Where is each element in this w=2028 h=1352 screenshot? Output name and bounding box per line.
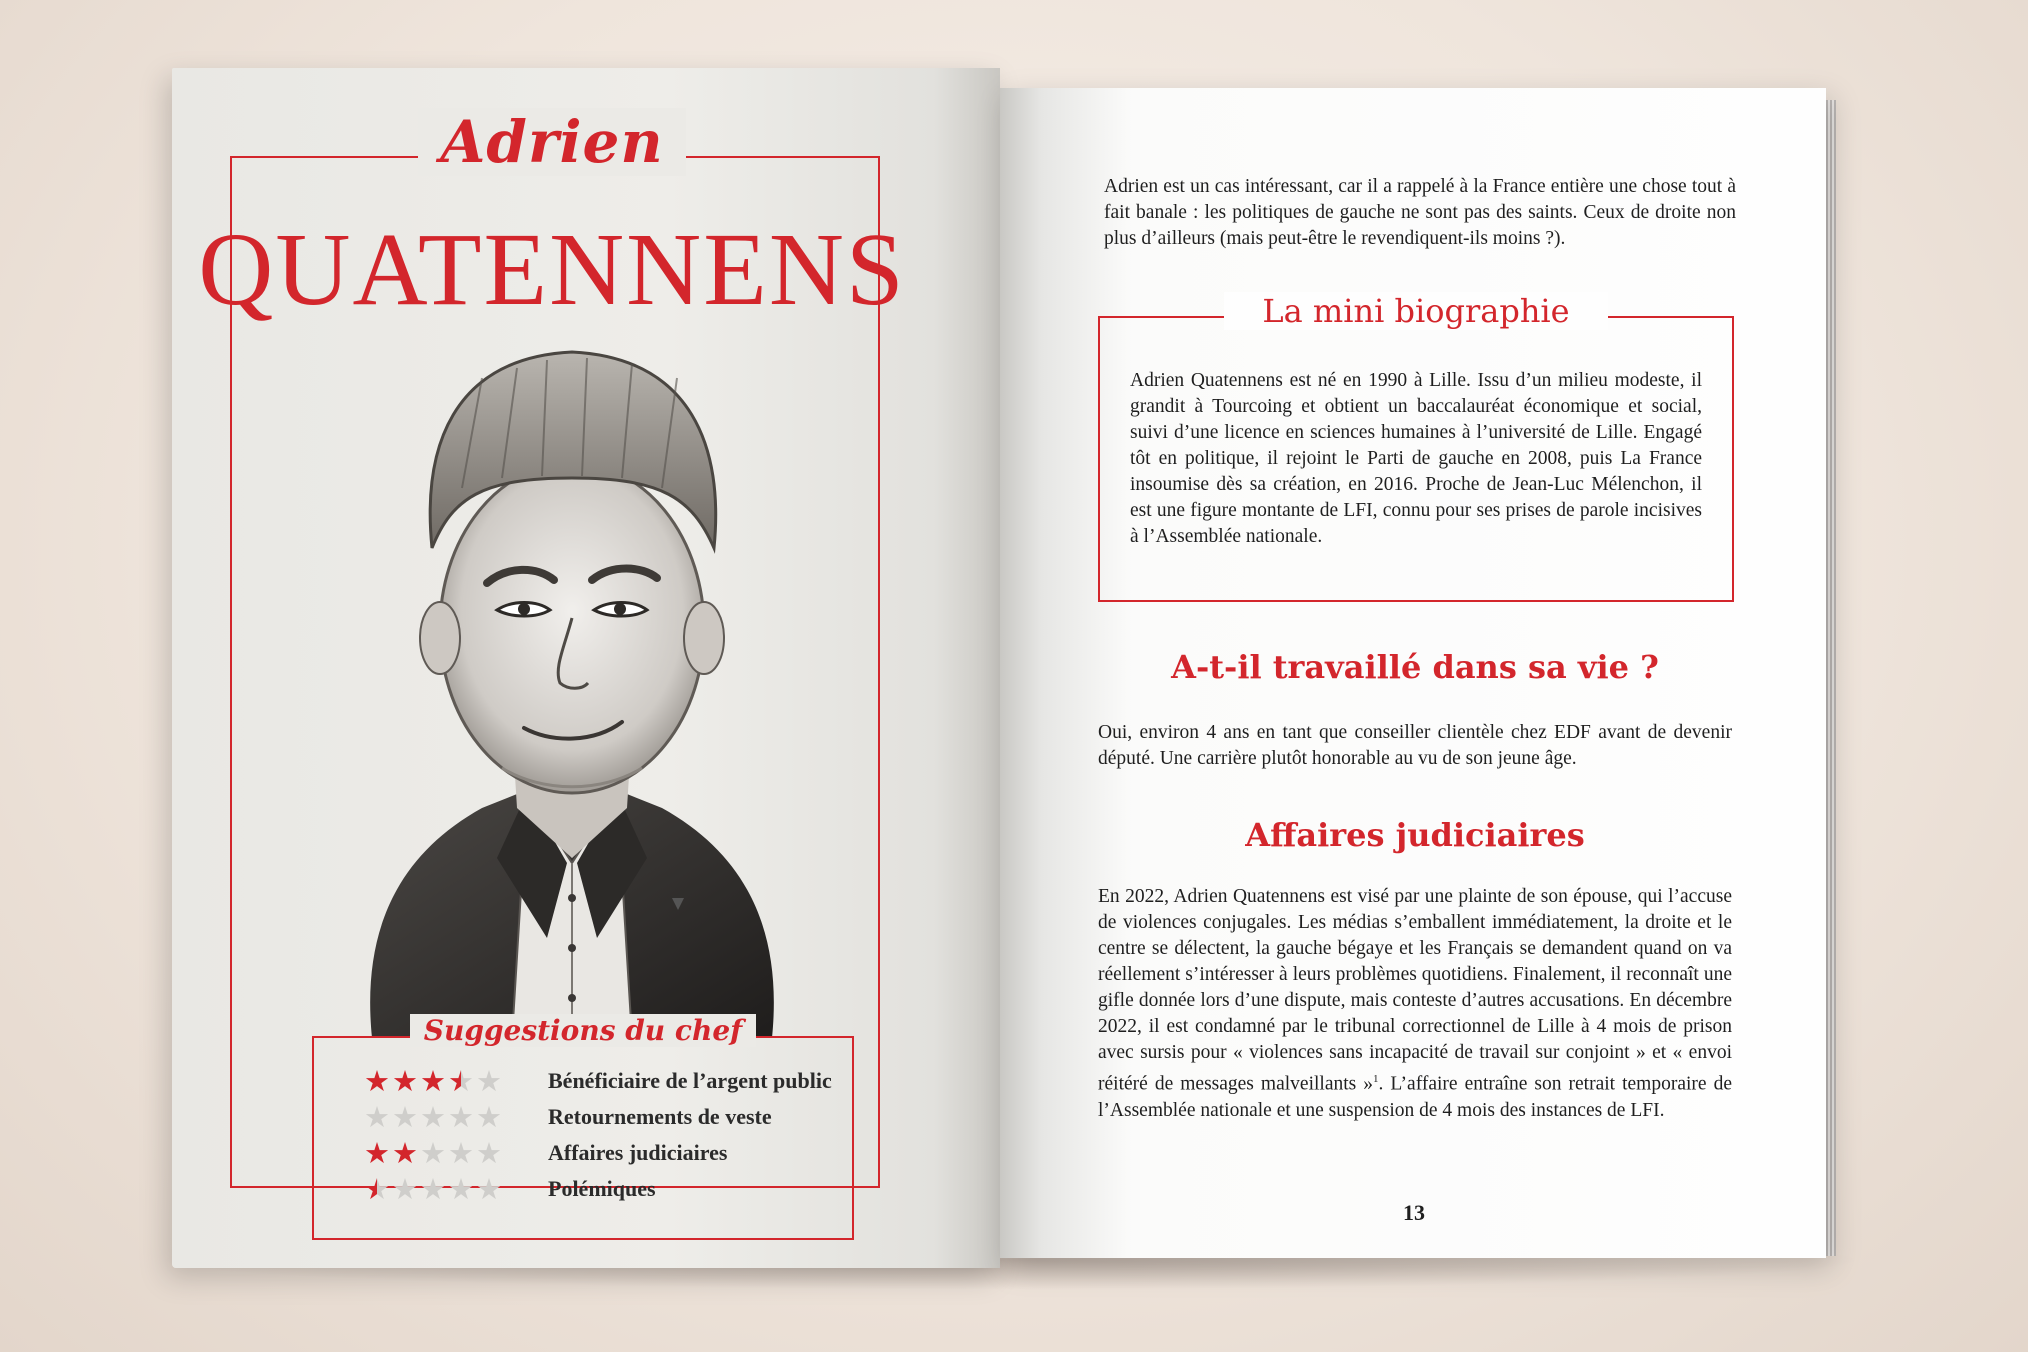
star-rating [364, 1171, 532, 1206]
footnote-marker[interactable]: 1 [1373, 1073, 1379, 1085]
rating-label: Affaires judiciaires [548, 1140, 728, 1165]
star-icon: ★ [392, 1063, 418, 1098]
star-rating [364, 1099, 532, 1134]
rating-label: Polémiques [548, 1176, 656, 1201]
bio-title [1100, 292, 1732, 330]
star-icon: ★ [392, 1135, 418, 1170]
suggestions-box [312, 1014, 854, 1240]
rating-label: Bénéficiaire de l’argent public [548, 1068, 832, 1093]
page-edge [1826, 100, 1836, 1256]
star-icon: ★ [392, 1171, 418, 1206]
page-number: 13 [1403, 1200, 1425, 1225]
bio-title-text: La mini biographie [1224, 292, 1607, 330]
star-icon: ★ [420, 1171, 446, 1206]
affairs-text: En 2022, Adrien Quatennens est visé par une plainte de son épouse, qui l’accuse de violences conjugales. Les médias s’emballent immédiatement, la droite et le centre se délectent, la gauche bégaye et les Français se demandent quand on va réellement s’intéresser à leurs problèmes quotidiens. Finalement, il reconnaît une gifle donnée lors d’une dispute, mais conteste d’autres accusations. En décembre 2022, il est condamné par le tribunal correctionnel de Lille à 4 mois de prison avec sursis pour « violences sans incapacité de travail sur conjoint » et « envoi réitéré de messages malveillants » [1098, 886, 1732, 1095]
star-icon: ★ [476, 1135, 502, 1170]
star-icon: ★ [476, 1171, 502, 1206]
rating-label: Retournements de veste [548, 1104, 772, 1129]
star-icon: ★ [364, 1171, 390, 1206]
right-page [1000, 88, 1826, 1258]
affairs-paragraph [1098, 884, 1732, 1124]
star-icon: ★ [392, 1099, 418, 1134]
work-paragraph: Oui, environ 4 ans en tant que conseiller clientèle chez EDF avant de devenir député. Une carrière plutôt honorable au vu de son jeune âge. [1098, 722, 1732, 769]
star-icon: ★ [364, 1063, 390, 1098]
star-icon: ★ [448, 1063, 474, 1098]
star-icon: ★ [448, 1135, 474, 1170]
bio-paragraph: Adrien Quatennens est né en 1990 à Lille. Issu d’un milieu modeste, il grandit à Tourcoing et obtient un baccalauréat économique et social, suivi d’une licence en sciences humaines à l’université de Lille. Engagé tôt en politique, il rejoint le Parti de gauche en 2008, puis La France insoumise dès sa création, en 2016. Proche de Jean-Luc Mélenchon, il est une figure montante de LFI, connu pour ses prises de parole incisives à l’Assemblée nationale. [1130, 370, 1702, 547]
star-icon: ★ [364, 1099, 390, 1134]
star-icon: ★ [420, 1099, 446, 1134]
first-name: Adrien [418, 108, 685, 176]
rating-row [364, 1063, 832, 1098]
left-page [172, 68, 1000, 1268]
first-name-title [172, 108, 932, 176]
last-name-title: QUATENNENS [198, 212, 906, 327]
bio-box [1098, 292, 1734, 602]
star-icon: ★ [476, 1063, 502, 1098]
rating-row [364, 1099, 772, 1134]
caricature-portrait-icon [332, 338, 812, 1058]
star-icon: ★ [420, 1063, 446, 1098]
star-icon: ★ [448, 1099, 474, 1134]
rating-row [364, 1135, 728, 1170]
star-icon: ★ [364, 1135, 390, 1170]
star-icon: ★ [476, 1099, 502, 1134]
suggestions-title [314, 1014, 852, 1047]
affairs-heading: Affaires judiciaires [1245, 816, 1585, 854]
star-rating [364, 1063, 532, 1098]
work-heading: A-t-il travaillé dans sa vie ? [1171, 648, 1659, 686]
star-rating [364, 1135, 532, 1170]
affairs-text-end: . L’affaire entraîne son retrait temporaire de l’Assemblée nationale et une suspension de 4 mois des instances de LFI. [1098, 1073, 1733, 1121]
star-icon: ★ [448, 1171, 474, 1206]
rating-row [364, 1171, 656, 1206]
suggestions-title-text: Suggestions du chef [410, 1014, 756, 1047]
intro-paragraph: Adrien est un cas intéressant, car il a rappelé à la France entière une chose tout à fait banale : les politiques de gauche ne sont pas des saints. Ceux de droite non plus d’ailleurs (mais peut-être le revendiquent-ils moins ?). [1104, 176, 1736, 249]
star-icon: ★ [420, 1135, 446, 1170]
